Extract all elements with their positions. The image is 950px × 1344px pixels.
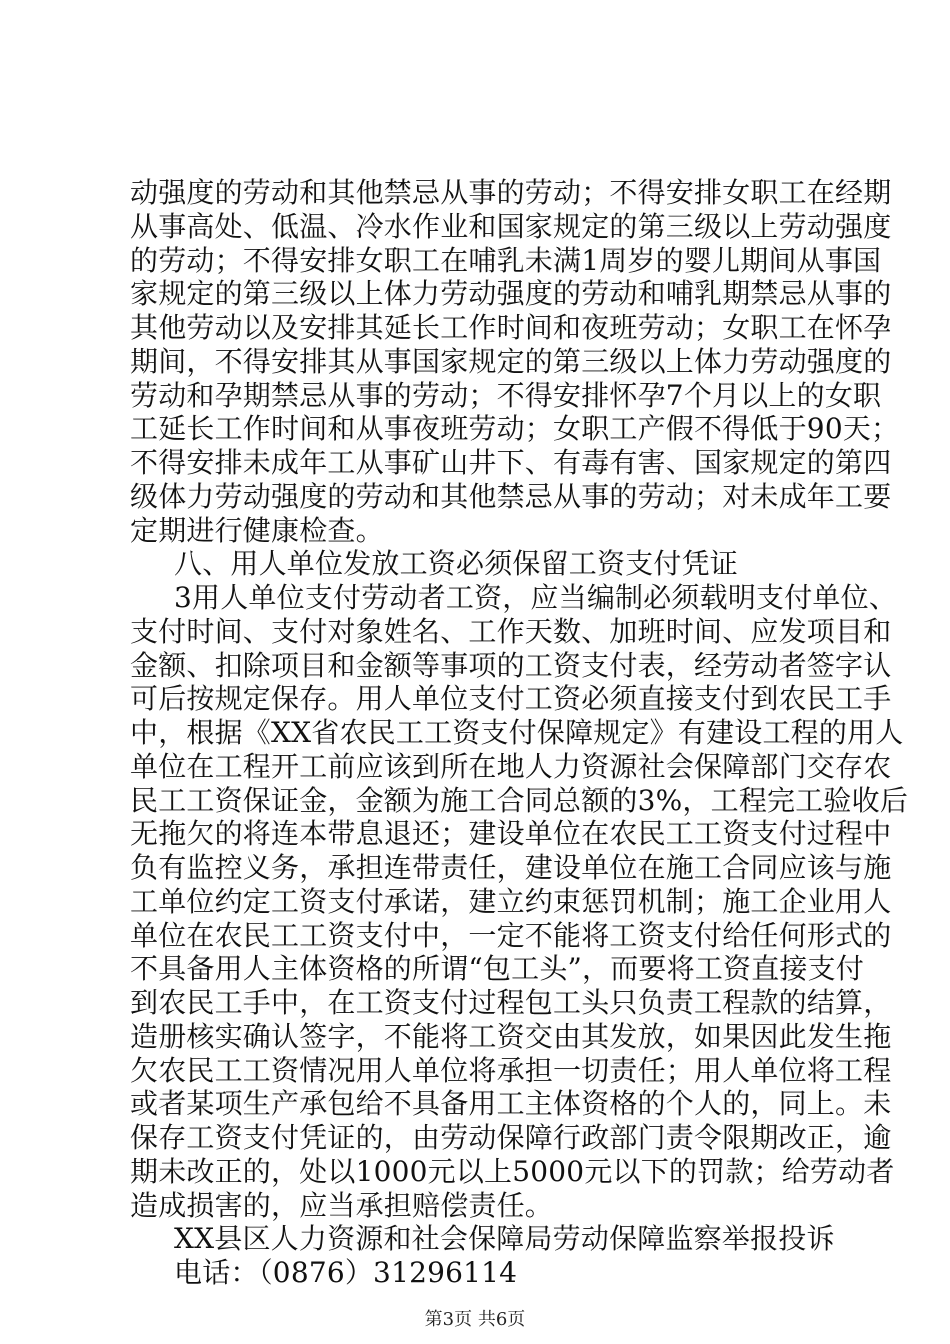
body-line: 的劳动；不得安排女职工在哺乳未满1周岁的婴儿期间从事国 [130,243,882,277]
body-line: 单位在工程开工前应该到所在地人力资源社会保障部门交存农 [130,749,892,783]
body-line: 工延长工作时间和从事夜班劳动；女职工产假不得低于90天； [130,412,900,446]
page-footer: 第3页 共6页 [424,1309,526,1330]
body-line: 支付时间、支付对象姓名、工作天数、加班时间、应发项目和 [130,614,892,648]
body-line: 期未改正的，处以1000元以上5000元以下的罚款；给劳动者 [130,1154,895,1188]
body-line: 定期进行健康检查。 [130,513,384,547]
body-line: 金额、扣除项目和金额等事项的工资支付表，经劳动者签字认 [130,648,892,682]
body-line: 不具备用人主体资格的所谓“包工头”，而要将工资直接支付 [130,952,865,986]
body-line: 中，根据《XX省农民工工资支付保障规定》有建设工程的用人 [130,716,904,749]
body-line: 工单位约定工资支付承诺，建立约束惩罚机制；施工企业用人 [130,884,892,918]
body-line: 3用人单位支付劳动者工资，应当编制必须载明支付单位、 [174,581,898,614]
body-line: 欠农民工工资情况用人单位将承担一切责任；用人单位将工程 [130,1053,892,1087]
body-line: 造册核实确认签字，不能将工资交由其发放，如果因此发生拖 [130,1019,892,1053]
body-line: 劳动和孕期禁忌从事的劳动；不得安排怀孕7个月以上的女职 [130,378,882,412]
body-line: 其他劳动以及安排其延长工作时间和夜班劳动；女职工在怀孕 [130,311,892,344]
body-line: 不得安排未成年工从事矿山井下、有毒有害、国家规定的第四 [130,446,892,479]
body-line: 单位在农民工工资支付中，一定不能将工资支付给任何形式的 [130,918,892,952]
body-line: 负有监控义务，承担连带责任，建设单位在施工合同应该与施 [130,851,892,884]
body-line: 造成损害的，应当承担赔偿责任。 [130,1188,554,1222]
contact-line: XX县区人力资源和社会保障局劳动保障监察举报投诉 [174,1222,835,1256]
body-line: 期间，不得安排其从事国家规定的第三级以上体力劳动强度的 [130,344,892,378]
body-line: 级体力劳动强度的劳动和其他禁忌从事的劳动；对未成年工要 [130,479,892,513]
body-line: 到农民工手中，在工资支付过程包工头只负责工程款的结算， [130,986,892,1019]
body-line: 民工工资保证金，金额为施工合同总额的3%，工程完工验收后 [130,783,909,817]
body-line: 动强度的劳动和其他禁忌从事的劳动；不得安排女职工在经期 [130,176,892,209]
body-line: 无拖欠的将连本带息退还；建设单位在农民工工资支付过程中 [130,817,892,851]
section-heading: 八、用人单位发放工资必须保留工资支付凭证 [174,547,739,581]
contact-phone: 电话：（0876）31296114 [174,1256,518,1289]
body-line: 保存工资支付凭证的，由劳动保障行政部门责令限期改正，逾 [130,1121,892,1154]
body-line: 可后按规定保存。用人单位支付工资必须直接支付到农民工手 [130,682,892,716]
body-line: 家规定的第三级以上体力劳动强度的劳动和哺乳期禁忌从事的 [130,277,892,311]
body-line: 或者某项生产承包给不具备用工主体资格的个人的，同上。未 [130,1087,892,1121]
body-line: 从事高处、低温、冷水作业和国家规定的第三级以上劳动强度 [130,209,892,243]
